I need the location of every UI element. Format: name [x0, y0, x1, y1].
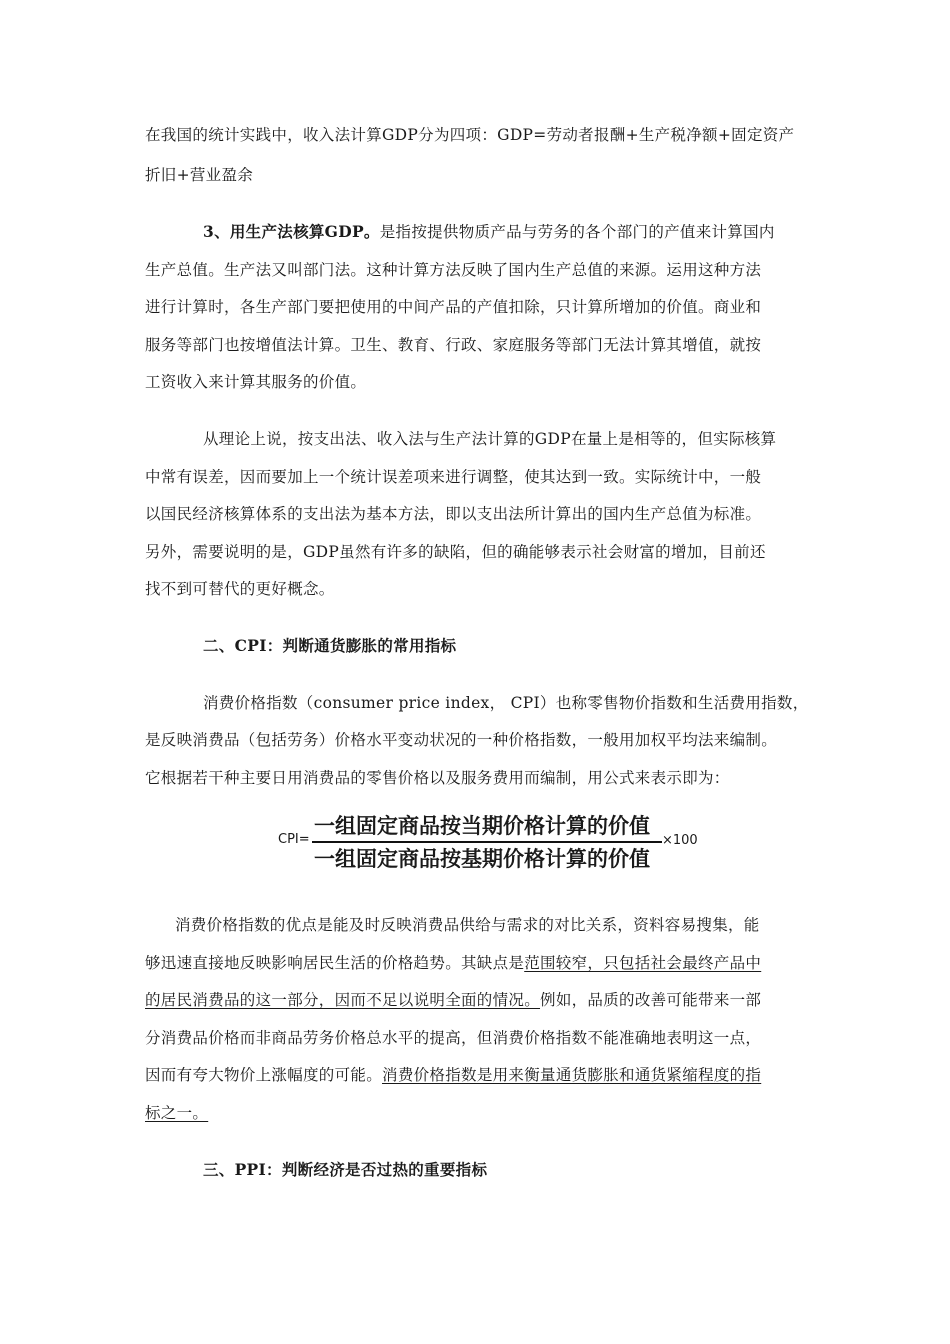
- paragraph-line: 它根据若干种主要日用消费品的零售价格以及服务费用而编制，用公式来表示即为：: [145, 769, 730, 787]
- paragraph-line: [145, 989, 761, 1011]
- text-span: 例如，品质的改善可能带来一部: [540, 991, 762, 1009]
- paragraph-line: 中常有误差，因而要加上一个统计误差项来进行调整，使其达到一致。实际统计中，一般: [145, 468, 762, 486]
- formula-prefix: CPI=: [278, 832, 310, 847]
- paragraph-line: 消费价格指数的优点是能及时反映消费品供给与需求的对比关系，资料容易搜集，能: [175, 916, 760, 934]
- paragraph-line: 进行计算时，各生产部门要把使用的中间产品的产值扣除，只计算所增加的价值。商业和: [145, 298, 762, 316]
- formula-denominator: 一组固定商品按基期价格计算的价值: [314, 847, 650, 871]
- underlined-text: 标之一。: [145, 1104, 209, 1122]
- paragraph-line: 在我国的统计实践中，收入法计算GDP分为四项：GDP=劳动者报酬+生产税净额+固定资产: [145, 126, 795, 144]
- text-span: 够迅速直接地反映影响居民生活的价格趋势。其缺点是: [145, 954, 525, 972]
- paragraph-line: [145, 952, 761, 974]
- paragraph-line: 工资收入来计算其服务的价值。: [145, 373, 367, 391]
- paragraph-line: 服务等部门也按增值法计算。卫生、教育、行政、家庭服务等部门无法计算其增值，就按: [145, 336, 762, 354]
- paragraph-line: 以国民经济核算体系的支出法为基本方法，即以支出法所计算出的国内生产总值为标准。: [145, 505, 762, 523]
- text-span: 是指按提供物质产品与劳务的各个部门的产值来计算国内: [379, 223, 775, 241]
- section-heading-cpi: 二、CPI：判断通货膨胀的常用指标: [203, 636, 457, 655]
- paragraph-line: 找不到可替代的更好概念。: [145, 580, 335, 598]
- formula-numerator: 一组固定商品按当期价格计算的价值: [314, 814, 650, 838]
- paragraph-line: [145, 1064, 761, 1086]
- paragraph-line: 消费价格指数（consumer price index， CPI）也称零售物价指数和生活费用指数，: [203, 694, 809, 712]
- paragraph-line: 是反映消费品（包括劳务）价格水平变动状况的一种价格指数，一般用加权平均法来编制。: [145, 731, 778, 749]
- underlined-text: 消费价格指数是用来衡量通货膨胀和通货紧缩程度的指: [382, 1066, 762, 1084]
- paragraph-line: 从理论上说，按支出法、收入法与生产法计算的GDP在量上是相等的，但实际核算: [203, 430, 777, 448]
- section-heading-inline: 3、用生产法核算GDP。: [203, 222, 380, 241]
- paragraph-line: 折旧+营业盈余: [145, 166, 254, 184]
- formula-multiplier: ×100: [662, 833, 698, 848]
- cpi-formula: [278, 805, 718, 875]
- underlined-text: 范围较窄，只包括社会最终产品中: [524, 954, 762, 972]
- underlined-text: 的居民消费品的这一部分，因而不足以说明全面的情况。: [145, 991, 541, 1009]
- paragraph-line: 另外，需要说明的是，GDP虽然有许多的缺陷，但的确能够表示社会财富的增加，目前还: [145, 543, 766, 561]
- text-span: 因而有夸大物价上涨幅度的可能。: [145, 1066, 383, 1084]
- paragraph-line: [203, 221, 775, 243]
- section-heading-ppi: 三、PPI：判断经济是否过热的重要指标: [203, 1160, 488, 1179]
- paragraph-line: 分消费品价格而非商品劳务价格总水平的提高，但消费价格指数不能准确地表明这一点，: [145, 1029, 762, 1047]
- paragraph-line: 生产总值。生产法又叫部门法。这种计算方法反映了国内生产总值的来源。运用这种方法: [145, 261, 762, 279]
- paragraph-line: [145, 1102, 208, 1124]
